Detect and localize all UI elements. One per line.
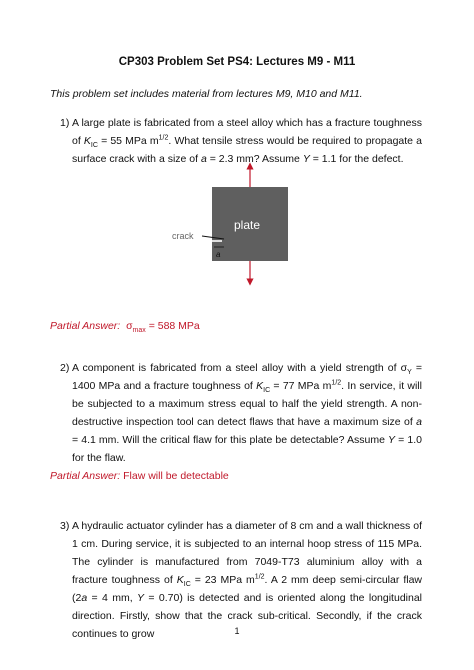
problem-2	[50, 359, 422, 467]
crack-label: crack	[172, 231, 194, 241]
page-number: 1	[234, 626, 240, 636]
problem-text: A hydraulic actuator cylinder has a diameter of 8 cm and a wall thickness of 1 cm. During service, it is subjected to an internal hoop stress of 115 MPa. The cylinder is manufactured from 7049-T73 aluminium alloy with a fracture toughness of $K_{IC} = 23$ MPa $m^{1/2}$. A 2 mm deep semi-circular flaw (2a = 4 mm, Y = 0.70) is detected and is oriented along the longitudinal direction. Firstly, show that the crack sub-critical. Secondly, if the crack continues to grow	[72, 520, 423, 640]
problem-number: 2)	[60, 362, 70, 374]
plate-label: plate	[234, 218, 261, 232]
page-title: CP303 Problem Set PS4: Lectures M9 - M11	[118, 56, 356, 68]
problem-3	[50, 517, 422, 643]
a-dimension-label: a	[216, 250, 221, 259]
partial-answer-1: Partial Answer: $\sigma_{max} = 588$ MPa	[50, 320, 200, 335]
plate-diagram	[170, 160, 290, 290]
partial-answer-2: Partial Answer: Flaw will be detectable	[50, 470, 229, 482]
problem-text: A component is fabricated from a steel alloy with a yield strength of $\sigma_Y = 1400$ MPa and a fracture toughness of $K_{IC} = 77$ MPa $m^{1/2}$. In service, it will be subjected to a maximum stress equal to half the yield strength. A non-destructive inspection tool can detect flaws that have a maximum size of a = 4.1 mm. Will the critical flaw for this plate be detectable? Assume Y = 1.0 for the flaw.	[72, 362, 422, 464]
problem-text: A large plate is fabricated from a steel alloy which has a fracture toughness of $K_{IC} = 55$ MPa $m^{1/2}$. What tensile stress would be required to propagate a surface crack with a size of a = 2.3 mm? Assume Y = 1.1 for the defect.	[72, 117, 422, 165]
problem-number: 1)	[60, 117, 70, 129]
problem-number: 3)	[60, 520, 70, 532]
intro-text: This problem set includes material from lectures M9, M10 and M11.	[50, 88, 363, 100]
